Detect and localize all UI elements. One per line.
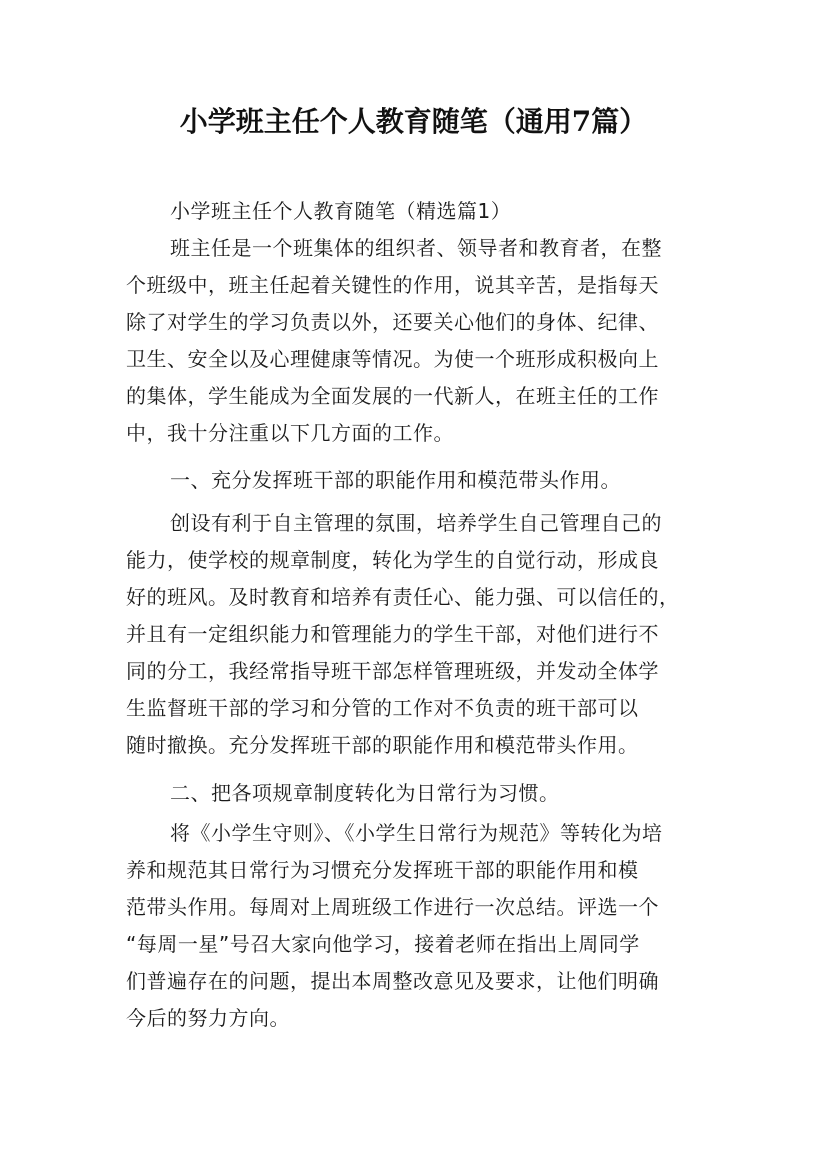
paragraph-line: 并且有一定组织能力和管理能力的学生干部，对他们进行不 bbox=[126, 622, 659, 646]
paragraph-line: 创设有利于自主管理的氛围，培养学生自己管理自己的 bbox=[170, 511, 662, 535]
subsection-heading: 一、充分发挥班干部的职能作用和模范带头作用。 bbox=[170, 468, 621, 492]
paragraph-line: 将《小学生守则》、《小学生日常行为规范》等转化为培 bbox=[170, 821, 663, 845]
paragraph-line: 的集体，学生能成为全面发展的一代新人，在班主任的工作 bbox=[126, 384, 659, 408]
paragraph-line: 范带头作用。每周对上周班级工作进行一次总结。评选一个 bbox=[126, 895, 659, 919]
paragraph-line: 同的分工，我经常指导班干部怎样管理班级，并发动全体学 bbox=[126, 659, 659, 683]
paragraph-line: 中，我十分注重以下几方面的工作。 bbox=[126, 421, 454, 445]
paragraph-line: 养和规范其日常行为习惯充分发挥班干部的职能作用和模 bbox=[126, 858, 639, 882]
paragraph-line: 们普遍存在的问题，提出本周整改意见及要求，让他们明确 bbox=[126, 969, 659, 993]
paragraph-line: 生监督班干部的学习和分管的工作对不负责的班干部可以 bbox=[126, 696, 639, 720]
paragraph-line: “每周一星”号召大家向他学习，接着老师在指出上周同学 bbox=[126, 932, 640, 956]
subsection-heading: 二、把各项规章制度转化为日常行为习惯。 bbox=[170, 781, 560, 805]
section-heading: 小学班主任个人教育随笔（精选篇1） bbox=[170, 199, 512, 223]
paragraph-line: 班主任是一个班集体的组织者、领导者和教育者，在整 bbox=[170, 236, 662, 260]
paragraph-line: 能力，使学校的规章制度，转化为学生的自觉行动，形成良 bbox=[126, 548, 659, 572]
document-title: 小学班主任个人教育随笔（通用7篇） bbox=[179, 105, 648, 138]
paragraph-line: 除了对学生的学习负责以外，还要关心他们的身体、纪律、 bbox=[126, 310, 659, 334]
paragraph-line: 随时撤换。充分发挥班干部的职能作用和模范带头作用。 bbox=[126, 733, 639, 757]
paragraph-line: 卫生、安全以及心理健康等情况。为使一个班形成积极向上 bbox=[126, 347, 659, 371]
paragraph-line: 今后的努力方向。 bbox=[126, 1006, 290, 1030]
paragraph-line: 个班级中，班主任起着关键性的作用，说其辛苦，是指每天 bbox=[126, 273, 659, 297]
paragraph-line: 好的班风。及时教育和培养有责任心、能力强、可以信任的， bbox=[126, 585, 680, 609]
